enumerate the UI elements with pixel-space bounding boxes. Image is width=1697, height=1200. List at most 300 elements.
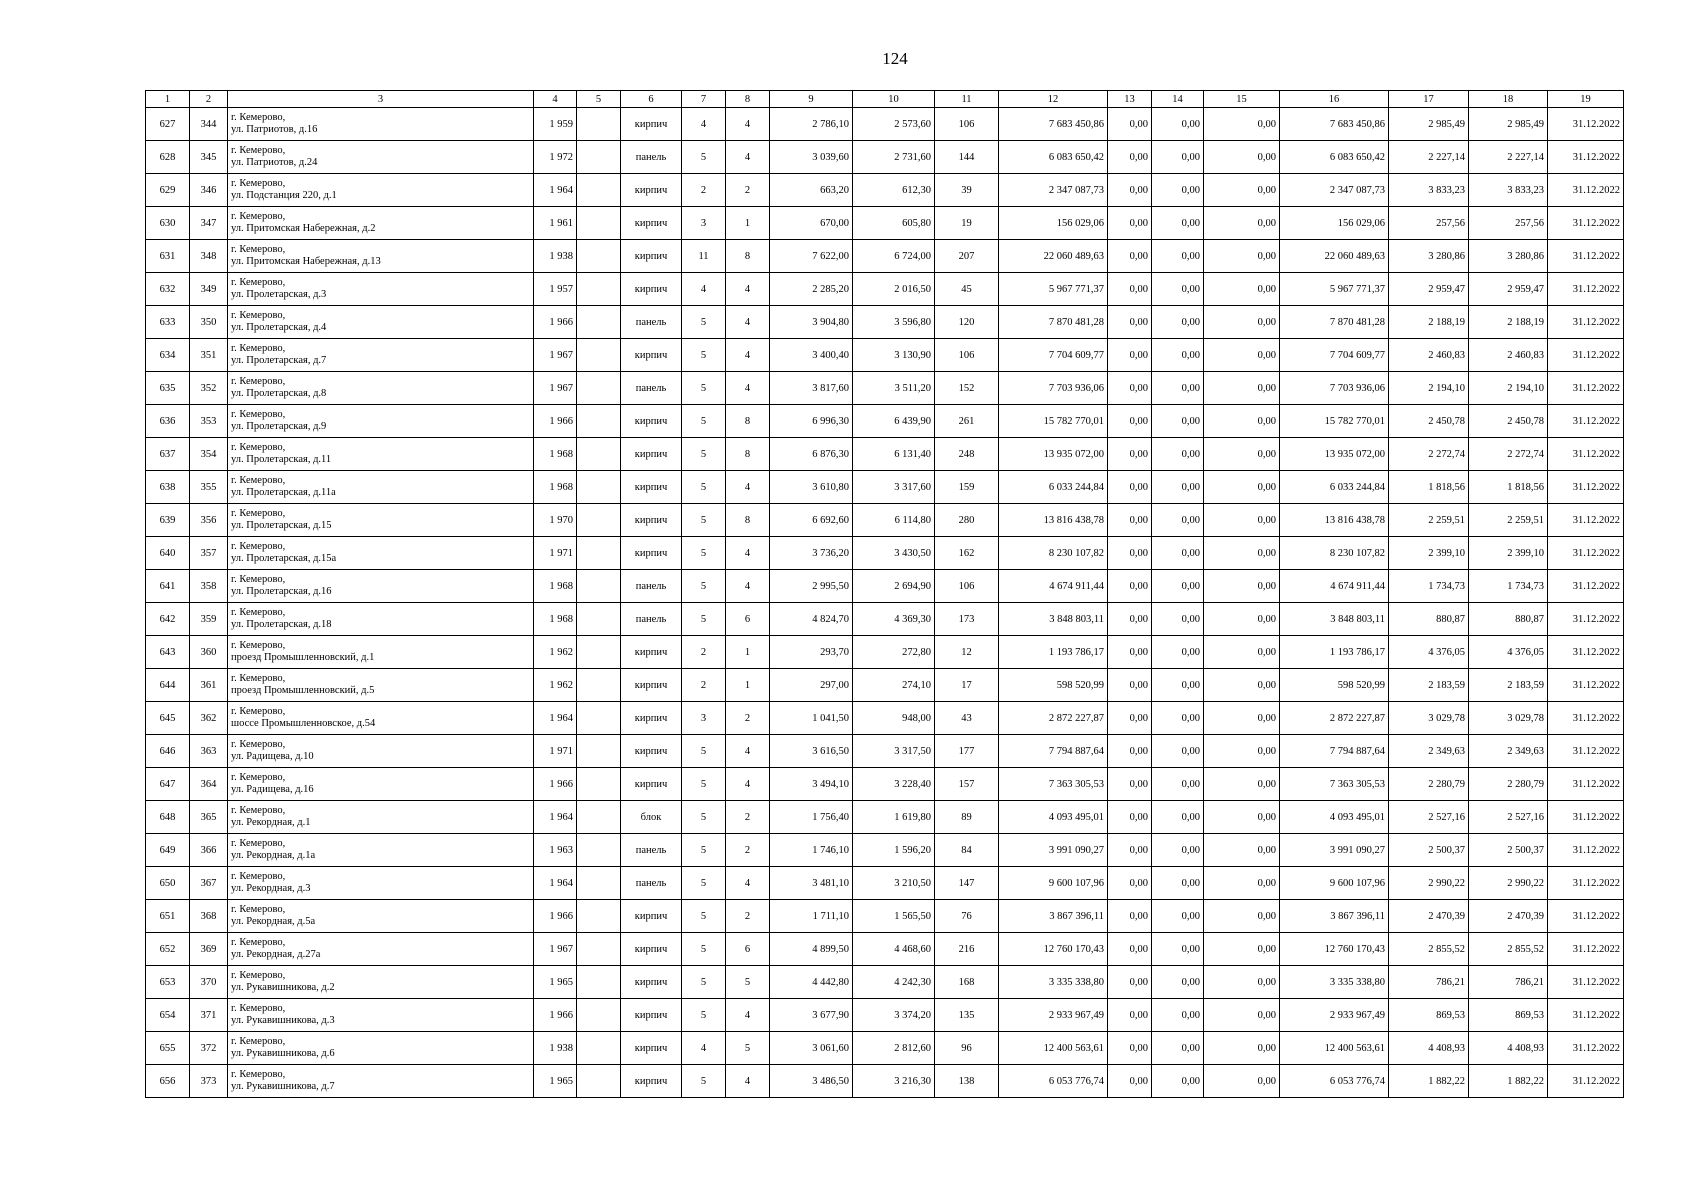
cell-col-18: 3 029,78 (1469, 702, 1548, 735)
cell-col-14: 0,00 (1152, 273, 1204, 306)
cell-col-7: 5 (682, 405, 726, 438)
cell-col-7: 5 (682, 339, 726, 372)
cell-col-10: 2 573,60 (853, 108, 935, 141)
cell-col-1: 641 (146, 570, 190, 603)
cell-col-9: 3 481,10 (770, 867, 853, 900)
cell-col-6: кирпич (621, 240, 682, 273)
table-row (146, 834, 1624, 867)
cell-col-18: 2 855,52 (1469, 933, 1548, 966)
cell-col-5 (577, 933, 621, 966)
address-city: г. Кемерово, (231, 1069, 286, 1080)
cell-col-18: 2 399,10 (1469, 537, 1548, 570)
cell-col-7: 5 (682, 141, 726, 174)
address-city: г. Кемерово, (231, 178, 286, 189)
address-street: ул. Рекордная, д.1а (231, 850, 316, 861)
cell-col-17: 2 280,79 (1389, 768, 1469, 801)
cell-col-7: 5 (682, 801, 726, 834)
cell-col-10: 3 596,80 (853, 306, 935, 339)
address-street: ул. Пролетарская, д.11а (231, 487, 336, 498)
cell-col-13: 0,00 (1108, 438, 1152, 471)
cell-col-18: 2 527,16 (1469, 801, 1548, 834)
cell-col-12: 4 093 495,01 (999, 801, 1108, 834)
cell-col-4: 1 966 (534, 405, 577, 438)
cell-col-2: 348 (190, 240, 228, 273)
cell-col-11: 89 (935, 801, 999, 834)
cell-col-15: 0,00 (1204, 504, 1280, 537)
cell-col-2: 356 (190, 504, 228, 537)
cell-col-7: 5 (682, 768, 726, 801)
address-city: г. Кемерово, (231, 970, 286, 981)
cell-col-13: 0,00 (1108, 801, 1152, 834)
cell-col-9: 3 486,50 (770, 1065, 853, 1098)
cell-col-13: 0,00 (1108, 405, 1152, 438)
cell-col-6: кирпич (621, 768, 682, 801)
cell-col-6: кирпич (621, 108, 682, 141)
cell-col-5 (577, 834, 621, 867)
cell-col-1: 648 (146, 801, 190, 834)
cell-col-8: 2 (726, 834, 770, 867)
cell-col-16: 3 991 090,27 (1280, 834, 1389, 867)
cell-col-19: 31.12.2022 (1548, 1065, 1624, 1098)
cell-col-6: кирпич (621, 900, 682, 933)
cell-col-9: 3 061,60 (770, 1032, 853, 1065)
cell-col-9: 3 039,60 (770, 141, 853, 174)
table-row (146, 306, 1624, 339)
cell-col-13: 0,00 (1108, 240, 1152, 273)
column-header-9: 9 (770, 91, 853, 108)
cell-col-17: 2 349,63 (1389, 735, 1469, 768)
cell-col-8: 2 (726, 174, 770, 207)
cell-col-10: 3 430,50 (853, 537, 935, 570)
cell-col-12: 7 704 609,77 (999, 339, 1108, 372)
cell-col-8: 1 (726, 636, 770, 669)
address-street: ул. Пролетарская, д.3 (231, 289, 327, 300)
cell-col-14: 0,00 (1152, 438, 1204, 471)
address-cell (228, 537, 534, 570)
address-cell (228, 603, 534, 636)
cell-col-19: 31.12.2022 (1548, 108, 1624, 141)
cell-col-19: 31.12.2022 (1548, 240, 1624, 273)
cell-col-16: 8 230 107,82 (1280, 537, 1389, 570)
cell-col-18: 2 272,74 (1469, 438, 1548, 471)
cell-col-5 (577, 900, 621, 933)
cell-col-12: 6 033 244,84 (999, 471, 1108, 504)
cell-col-10: 4 242,30 (853, 966, 935, 999)
cell-col-4: 1 966 (534, 900, 577, 933)
cell-col-16: 5 967 771,37 (1280, 273, 1389, 306)
cell-col-10: 4 468,60 (853, 933, 935, 966)
cell-col-7: 2 (682, 669, 726, 702)
address-street: шоссе Промышленновское, д.54 (231, 718, 376, 729)
cell-col-18: 2 349,63 (1469, 735, 1548, 768)
cell-col-13: 0,00 (1108, 108, 1152, 141)
cell-col-11: 147 (935, 867, 999, 900)
cell-col-19: 31.12.2022 (1548, 900, 1624, 933)
cell-col-10: 3 130,90 (853, 339, 935, 372)
cell-col-1: 634 (146, 339, 190, 372)
cell-col-16: 598 520,99 (1280, 669, 1389, 702)
cell-col-2: 359 (190, 603, 228, 636)
cell-col-7: 3 (682, 207, 726, 240)
cell-col-14: 0,00 (1152, 1032, 1204, 1065)
cell-col-7: 5 (682, 306, 726, 339)
address-street: ул. Рукавишникова, д.2 (231, 982, 335, 993)
address-street: ул. Рукавишникова, д.7 (231, 1081, 335, 1092)
address-city: г. Кемерово, (231, 1003, 286, 1014)
cell-col-18: 3 833,23 (1469, 174, 1548, 207)
cell-col-15: 0,00 (1204, 636, 1280, 669)
page-number: 124 (882, 49, 908, 68)
cell-col-19: 31.12.2022 (1548, 174, 1624, 207)
cell-col-5 (577, 966, 621, 999)
address-city: г. Кемерово, (231, 673, 286, 684)
cell-col-1: 630 (146, 207, 190, 240)
cell-col-2: 353 (190, 405, 228, 438)
cell-col-1: 647 (146, 768, 190, 801)
cell-col-19: 31.12.2022 (1548, 273, 1624, 306)
cell-col-6: кирпич (621, 339, 682, 372)
cell-col-2: 355 (190, 471, 228, 504)
cell-col-5 (577, 636, 621, 669)
cell-col-17: 2 500,37 (1389, 834, 1469, 867)
cell-col-11: 216 (935, 933, 999, 966)
cell-col-7: 4 (682, 1032, 726, 1065)
table-row (146, 735, 1624, 768)
cell-col-2: 373 (190, 1065, 228, 1098)
address-street: ул. Пролетарская, д.4 (231, 322, 327, 333)
cell-col-18: 2 280,79 (1469, 768, 1548, 801)
cell-col-18: 2 188,19 (1469, 306, 1548, 339)
cell-col-2: 352 (190, 372, 228, 405)
address-street: ул. Рекордная, д.5а (231, 916, 316, 927)
cell-col-13: 0,00 (1108, 273, 1152, 306)
cell-col-14: 0,00 (1152, 174, 1204, 207)
cell-col-12: 15 782 770,01 (999, 405, 1108, 438)
cell-col-1: 629 (146, 174, 190, 207)
cell-col-6: кирпич (621, 405, 682, 438)
cell-col-11: 162 (935, 537, 999, 570)
cell-col-13: 0,00 (1108, 471, 1152, 504)
cell-col-12: 12 760 170,43 (999, 933, 1108, 966)
cell-col-14: 0,00 (1152, 306, 1204, 339)
cell-col-9: 2 285,20 (770, 273, 853, 306)
address-street: ул. Рекордная, д.27а (231, 949, 321, 960)
cell-col-19: 31.12.2022 (1548, 405, 1624, 438)
address-street: ул. Рукавишникова, д.3 (231, 1015, 335, 1026)
cell-col-10: 2 731,60 (853, 141, 935, 174)
column-header-14: 14 (1152, 91, 1204, 108)
cell-col-11: 144 (935, 141, 999, 174)
cell-col-17: 2 188,19 (1389, 306, 1469, 339)
cell-col-17: 1 734,73 (1389, 570, 1469, 603)
cell-col-1: 635 (146, 372, 190, 405)
cell-col-18: 4 408,93 (1469, 1032, 1548, 1065)
cell-col-17: 4 408,93 (1389, 1032, 1469, 1065)
cell-col-16: 7 363 305,53 (1280, 768, 1389, 801)
cell-col-6: блок (621, 801, 682, 834)
cell-col-4: 1 964 (534, 702, 577, 735)
cell-col-10: 3 511,20 (853, 372, 935, 405)
cell-col-5 (577, 471, 621, 504)
cell-col-9: 6 692,60 (770, 504, 853, 537)
cell-col-13: 0,00 (1108, 1065, 1152, 1098)
housing-registry-table (145, 90, 1624, 1098)
cell-col-10: 6 131,40 (853, 438, 935, 471)
cell-col-5 (577, 306, 621, 339)
cell-col-1: 650 (146, 867, 190, 900)
cell-col-17: 786,21 (1389, 966, 1469, 999)
cell-col-4: 1 966 (534, 999, 577, 1032)
cell-col-18: 3 280,86 (1469, 240, 1548, 273)
cell-col-14: 0,00 (1152, 339, 1204, 372)
cell-col-2: 351 (190, 339, 228, 372)
cell-col-8: 4 (726, 273, 770, 306)
cell-col-17: 257,56 (1389, 207, 1469, 240)
table-header (146, 91, 1624, 108)
cell-col-19: 31.12.2022 (1548, 306, 1624, 339)
cell-col-2: 345 (190, 141, 228, 174)
cell-col-14: 0,00 (1152, 768, 1204, 801)
cell-col-7: 5 (682, 735, 726, 768)
address-city: г. Кемерово, (231, 541, 286, 552)
cell-col-13: 0,00 (1108, 174, 1152, 207)
address-cell (228, 339, 534, 372)
cell-col-8: 5 (726, 1032, 770, 1065)
address-cell (228, 999, 534, 1032)
cell-col-9: 3 677,90 (770, 999, 853, 1032)
cell-col-7: 11 (682, 240, 726, 273)
cell-col-12: 3 848 803,11 (999, 603, 1108, 636)
cell-col-2: 366 (190, 834, 228, 867)
cell-col-1: 633 (146, 306, 190, 339)
address-street: ул. Пролетарская, д.15 (231, 520, 332, 531)
cell-col-6: кирпич (621, 471, 682, 504)
cell-col-9: 3 904,80 (770, 306, 853, 339)
cell-col-15: 0,00 (1204, 834, 1280, 867)
address-city: г. Кемерово, (231, 475, 286, 486)
cell-col-10: 2 016,50 (853, 273, 935, 306)
cell-col-1: 643 (146, 636, 190, 669)
cell-col-18: 2 183,59 (1469, 669, 1548, 702)
address-cell (228, 900, 534, 933)
cell-col-17: 2 855,52 (1389, 933, 1469, 966)
cell-col-13: 0,00 (1108, 537, 1152, 570)
cell-col-5 (577, 273, 621, 306)
table-row (146, 372, 1624, 405)
cell-col-6: панель (621, 603, 682, 636)
cell-col-5 (577, 603, 621, 636)
cell-col-6: кирпич (621, 537, 682, 570)
cell-col-17: 2 399,10 (1389, 537, 1469, 570)
cell-col-6: панель (621, 570, 682, 603)
cell-col-1: 652 (146, 933, 190, 966)
cell-col-10: 1 619,80 (853, 801, 935, 834)
cell-col-8: 2 (726, 801, 770, 834)
table-row (146, 141, 1624, 174)
table-row (146, 669, 1624, 702)
cell-col-12: 8 230 107,82 (999, 537, 1108, 570)
cell-col-17: 3 280,86 (1389, 240, 1469, 273)
cell-col-19: 31.12.2022 (1548, 504, 1624, 537)
cell-col-4: 1 962 (534, 636, 577, 669)
cell-col-7: 3 (682, 702, 726, 735)
address-cell (228, 471, 534, 504)
cell-col-14: 0,00 (1152, 966, 1204, 999)
address-street: ул. Патриотов, д.16 (231, 124, 318, 135)
cell-col-1: 628 (146, 141, 190, 174)
cell-col-1: 638 (146, 471, 190, 504)
cell-col-7: 5 (682, 834, 726, 867)
cell-col-5 (577, 240, 621, 273)
cell-col-17: 880,87 (1389, 603, 1469, 636)
column-header-8: 8 (726, 91, 770, 108)
cell-col-17: 2 985,49 (1389, 108, 1469, 141)
address-street: ул. Радищева, д.16 (231, 784, 314, 795)
address-street: ул. Рекордная, д.1 (231, 817, 311, 828)
cell-col-2: 350 (190, 306, 228, 339)
cell-col-15: 0,00 (1204, 570, 1280, 603)
cell-col-1: 655 (146, 1032, 190, 1065)
cell-col-4: 1 967 (534, 339, 577, 372)
address-street: ул. Пролетарская, д.9 (231, 421, 327, 432)
address-city: г. Кемерово, (231, 607, 286, 618)
cell-col-8: 8 (726, 240, 770, 273)
cell-col-12: 1 193 786,17 (999, 636, 1108, 669)
cell-col-4: 1 972 (534, 141, 577, 174)
cell-col-9: 3 610,80 (770, 471, 853, 504)
cell-col-15: 0,00 (1204, 768, 1280, 801)
cell-col-11: 135 (935, 999, 999, 1032)
cell-col-13: 0,00 (1108, 504, 1152, 537)
cell-col-1: 651 (146, 900, 190, 933)
cell-col-12: 5 967 771,37 (999, 273, 1108, 306)
address-city: г. Кемерово, (231, 871, 286, 882)
cell-col-13: 0,00 (1108, 141, 1152, 174)
cell-col-5 (577, 999, 621, 1032)
cell-col-13: 0,00 (1108, 570, 1152, 603)
cell-col-14: 0,00 (1152, 603, 1204, 636)
cell-col-13: 0,00 (1108, 603, 1152, 636)
cell-col-11: 17 (935, 669, 999, 702)
cell-col-16: 12 400 563,61 (1280, 1032, 1389, 1065)
cell-col-9: 3 817,60 (770, 372, 853, 405)
cell-col-13: 0,00 (1108, 306, 1152, 339)
cell-col-15: 0,00 (1204, 603, 1280, 636)
cell-col-10: 272,80 (853, 636, 935, 669)
cell-col-18: 2 959,47 (1469, 273, 1548, 306)
cell-col-11: 76 (935, 900, 999, 933)
table-row (146, 339, 1624, 372)
cell-col-9: 3 736,20 (770, 537, 853, 570)
cell-col-14: 0,00 (1152, 240, 1204, 273)
cell-col-16: 9 600 107,96 (1280, 867, 1389, 900)
cell-col-17: 3 029,78 (1389, 702, 1469, 735)
cell-col-16: 6 033 244,84 (1280, 471, 1389, 504)
cell-col-11: 138 (935, 1065, 999, 1098)
cell-col-14: 0,00 (1152, 867, 1204, 900)
cell-col-9: 4 442,80 (770, 966, 853, 999)
table-row (146, 636, 1624, 669)
table-row (146, 537, 1624, 570)
cell-col-13: 0,00 (1108, 339, 1152, 372)
cell-col-4: 1 964 (534, 174, 577, 207)
cell-col-7: 5 (682, 471, 726, 504)
address-city: г. Кемерово, (231, 277, 286, 288)
cell-col-14: 0,00 (1152, 207, 1204, 240)
cell-col-10: 2 812,60 (853, 1032, 935, 1065)
table-row (146, 108, 1624, 141)
cell-col-5 (577, 207, 621, 240)
address-city: г. Кемерово, (231, 706, 286, 717)
address-cell (228, 240, 534, 273)
cell-col-8: 4 (726, 141, 770, 174)
cell-col-13: 0,00 (1108, 834, 1152, 867)
cell-col-7: 5 (682, 900, 726, 933)
cell-col-4: 1 968 (534, 438, 577, 471)
cell-col-18: 1 818,56 (1469, 471, 1548, 504)
cell-col-7: 5 (682, 1065, 726, 1098)
cell-col-9: 4 824,70 (770, 603, 853, 636)
cell-col-15: 0,00 (1204, 339, 1280, 372)
cell-col-1: 654 (146, 999, 190, 1032)
cell-col-8: 4 (726, 570, 770, 603)
cell-col-7: 4 (682, 108, 726, 141)
cell-col-14: 0,00 (1152, 636, 1204, 669)
cell-col-7: 2 (682, 636, 726, 669)
cell-col-11: 168 (935, 966, 999, 999)
cell-col-4: 1 964 (534, 867, 577, 900)
cell-col-15: 0,00 (1204, 207, 1280, 240)
cell-col-10: 1 596,20 (853, 834, 935, 867)
cell-col-18: 869,53 (1469, 999, 1548, 1032)
cell-col-5 (577, 438, 621, 471)
cell-col-1: 646 (146, 735, 190, 768)
cell-col-8: 4 (726, 306, 770, 339)
cell-col-12: 2 872 227,87 (999, 702, 1108, 735)
cell-col-17: 2 460,83 (1389, 339, 1469, 372)
cell-col-12: 3 335 338,80 (999, 966, 1108, 999)
cell-col-16: 7 683 450,86 (1280, 108, 1389, 141)
column-header-5: 5 (577, 91, 621, 108)
cell-col-8: 2 (726, 702, 770, 735)
cell-col-13: 0,00 (1108, 372, 1152, 405)
address-street: ул. Рукавишникова, д.6 (231, 1048, 335, 1059)
cell-col-7: 5 (682, 372, 726, 405)
cell-col-14: 0,00 (1152, 834, 1204, 867)
cell-col-13: 0,00 (1108, 768, 1152, 801)
cell-col-15: 0,00 (1204, 735, 1280, 768)
cell-col-15: 0,00 (1204, 669, 1280, 702)
cell-col-9: 1 041,50 (770, 702, 853, 735)
cell-col-16: 13 816 438,78 (1280, 504, 1389, 537)
cell-col-19: 31.12.2022 (1548, 438, 1624, 471)
cell-col-5 (577, 735, 621, 768)
address-street: ул. Подстанция 220, д.1 (231, 190, 337, 201)
cell-col-4: 1 966 (534, 768, 577, 801)
cell-col-14: 0,00 (1152, 900, 1204, 933)
address-city: г. Кемерово, (231, 772, 286, 783)
cell-col-4: 1 970 (534, 504, 577, 537)
cell-col-16: 4 674 911,44 (1280, 570, 1389, 603)
table-row (146, 933, 1624, 966)
cell-col-9: 3 494,10 (770, 768, 853, 801)
address-city: г. Кемерово, (231, 112, 286, 123)
cell-col-16: 2 872 227,87 (1280, 702, 1389, 735)
cell-col-8: 1 (726, 207, 770, 240)
cell-col-10: 605,80 (853, 207, 935, 240)
cell-col-17: 869,53 (1389, 999, 1469, 1032)
cell-col-13: 0,00 (1108, 636, 1152, 669)
